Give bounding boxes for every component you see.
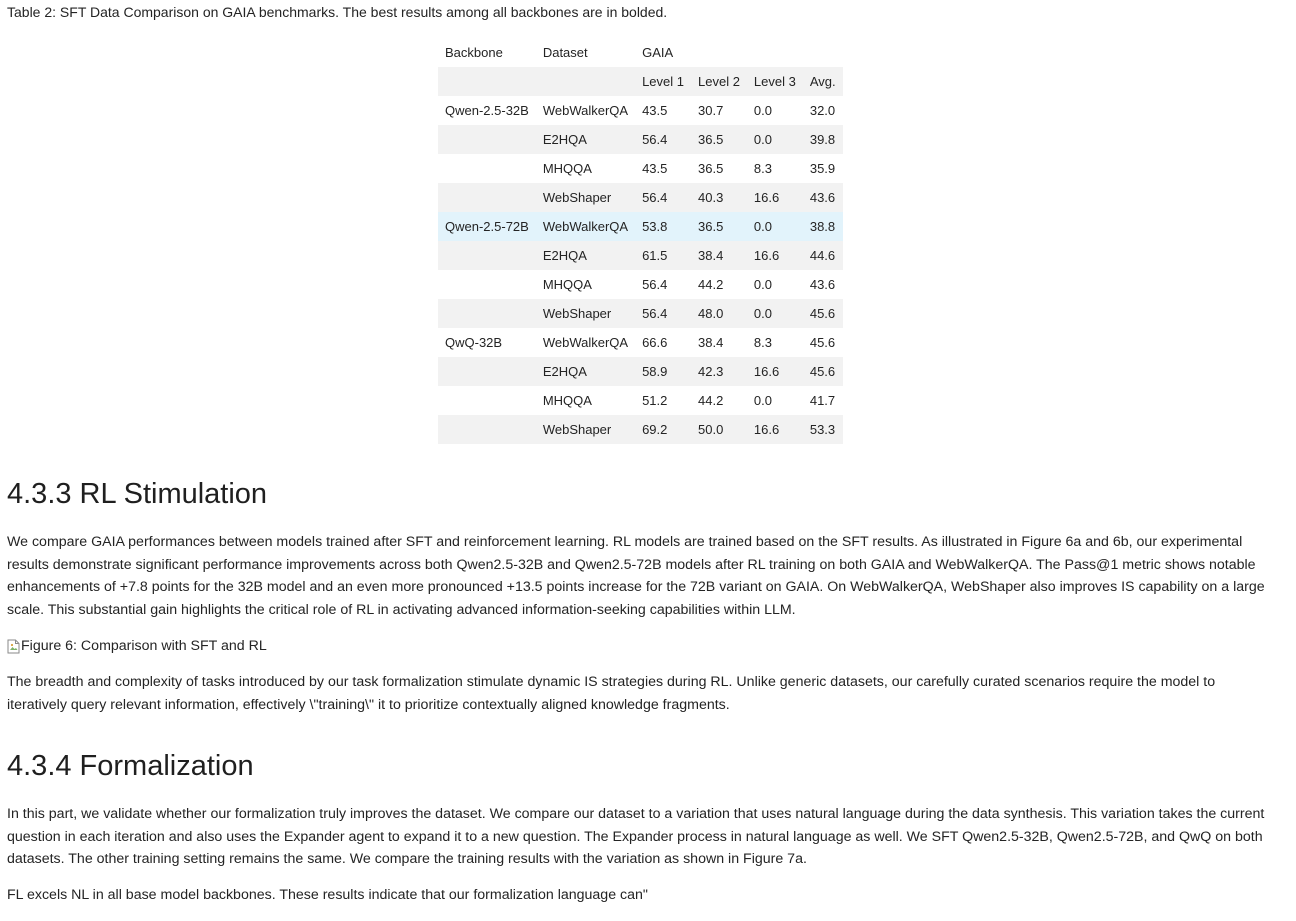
cell-level-2: 38.4	[691, 241, 747, 270]
table-row	[438, 357, 843, 386]
table-row	[438, 328, 843, 357]
cell-level-1: 53.8	[635, 212, 691, 241]
cell-level-1: 61.5	[635, 241, 691, 270]
cell-level-3: 16.6	[747, 241, 803, 270]
cell-level-1: 51.2	[642, 393, 668, 408]
cell-level-3: 8.3	[753, 161, 772, 176]
cell-level-2: 50.0	[691, 415, 747, 444]
cell-dataset: WebShaper	[536, 415, 635, 444]
cell-backbone	[438, 299, 536, 328]
table-row	[438, 299, 843, 328]
cell-level-1: 66.6	[642, 335, 668, 350]
cell-level-2: Level 2	[691, 67, 747, 96]
cell-dataset: WebShaper	[536, 299, 635, 328]
cell-dataset: WebShaper	[536, 183, 635, 212]
cell-dataset: WebWalkerQA	[542, 335, 629, 350]
cell-level-1: GAIA	[642, 45, 674, 60]
cell-level-2: 48.0	[691, 299, 747, 328]
table-caption: Table 2: SFT Data Comparison on GAIA benchmarks. The best results among all backbones are in bolded.	[7, 4, 668, 20]
cell-avg: 43.6	[803, 183, 843, 212]
cell-level-2: 38.4	[698, 335, 724, 350]
paragraph-task-breadth: The breadth and complexity of tasks introduced by our task formalization stimulate dynamic IS strategies during RL. Unlike generic datasets, our carefully curated scenarios require the model to iteratively query relevant information, effectively \"training\" it to prioritize contextually aligned knowledge fragments.	[7, 674, 1216, 713]
cell-backbone	[438, 125, 536, 154]
cell-backbone	[438, 241, 536, 270]
cell-level-1: 56.4	[635, 299, 691, 328]
cell-backbone	[438, 270, 536, 299]
cell-level-3: 0.0	[753, 277, 772, 292]
cell-level-1: 58.9	[635, 357, 691, 386]
cell-backbone	[438, 415, 536, 444]
section-heading-rl-stimulation: 4.3.3 RL Stimulation	[7, 478, 268, 510]
cell-avg	[803, 38, 843, 67]
cell-level-3: Level 3	[747, 67, 803, 96]
cell-dataset: MHQQA	[542, 161, 592, 176]
cell-dataset: WebWalkerQA	[542, 103, 629, 118]
cell-backbone: Qwen-2.5-72B	[438, 212, 536, 241]
cell-dataset	[536, 67, 635, 96]
cell-backbone	[438, 386, 536, 415]
cell-avg: 45.6	[803, 357, 843, 386]
cell-level-3: 16.6	[747, 183, 803, 212]
table-row	[438, 415, 843, 444]
table-row	[438, 96, 843, 125]
cell-level-3: 0.0	[753, 103, 772, 118]
cell-avg: 39.8	[803, 125, 843, 154]
cell-level-3: 16.6	[747, 357, 803, 386]
cell-level-3: 0.0	[753, 393, 772, 408]
figure-6-alt-text: Figure 6: Comparison with SFT and RL	[21, 638, 267, 654]
cell-level-3: 0.0	[747, 212, 803, 241]
table-subheader-row	[438, 67, 843, 96]
cell-backbone: Qwen-2.5-32B	[445, 103, 529, 118]
cell-level-2: 36.5	[691, 125, 747, 154]
cell-level-2: 40.3	[691, 183, 747, 212]
cell-level-2: 30.7	[698, 103, 724, 118]
cell-dataset: E2HQA	[536, 357, 635, 386]
cell-level-2	[691, 38, 747, 67]
cell-avg: 45.6	[809, 335, 836, 350]
cell-backbone	[438, 183, 536, 212]
cell-level-2: 36.5	[691, 212, 747, 241]
paragraph-rl-results: We compare GAIA performances between models trained after SFT and reinforcement learning. RL models are trained based on the SFT results. As illustrated in Figure 6a and 6b, our experimental results demonstrate significant performance improvements across both Qwen2.5-32B and Qwen2.5-72B models after RL training on both GAIA and WebWalkerQA. The Pass@1 metric shows notable enhancements of +7.8 points for the 32B model and an even more pronounced +13.5 points increase for the 72B variant on GAIA. On WebWalkerQA, WebShaper also improves IS capability on a large scale. This substantial gain highlights the critical role of RL in activating advanced information-seeking capabilities within LLM.	[7, 534, 1265, 618]
cell-dataset: Dataset	[542, 45, 588, 60]
cell-backbone	[438, 357, 536, 386]
table-row	[438, 241, 843, 270]
table-row	[438, 183, 843, 212]
cell-dataset: WebWalkerQA	[536, 212, 635, 241]
cell-level-1: 56.4	[635, 183, 691, 212]
cell-backbone: Backbone	[445, 45, 503, 60]
cell-level-2: 36.5	[698, 161, 724, 176]
cell-level-1: Level 1	[635, 67, 691, 96]
cell-avg: 44.6	[803, 241, 843, 270]
cell-level-1: 43.5	[642, 103, 668, 118]
broken-image-icon	[7, 639, 20, 654]
figure-6-image	[7, 636, 267, 656]
table-row	[438, 154, 843, 183]
cell-dataset: E2HQA	[536, 241, 635, 270]
paragraph-fl-vs-nl: FL excels NL in all base model backbones. These results indicate that our formalization language can"	[7, 887, 648, 903]
paragraph-formalization: In this part, we validate whether our formalization truly improves the dataset. We compare our dataset to a variation that uses natural language during the data synthesis. This variation takes the current question in each iteration and also uses the Expander agent to expand it to a new question. The Expander process in natural language as well. We SFT Qwen2.5-32B, Qwen2.5-72B, and QwQ on both datasets. The other training setting remains the same. We compare the training results with the variation as shown in Figure 7a.	[7, 806, 1265, 867]
cell-avg: 32.0	[809, 103, 836, 118]
cell-level-1: 56.4	[635, 125, 691, 154]
cell-avg: 45.6	[803, 299, 843, 328]
table-row	[438, 125, 843, 154]
cell-dataset: MHQQA	[542, 277, 592, 292]
table-row	[438, 212, 843, 241]
cell-backbone: QwQ-32B	[445, 335, 503, 350]
sft-comparison-table	[438, 38, 843, 444]
cell-level-2: 44.2	[698, 277, 724, 292]
table-row	[438, 270, 843, 299]
cell-level-3: 16.6	[747, 415, 803, 444]
cell-level-1: 56.4	[642, 277, 668, 292]
cell-level-2: 44.2	[698, 393, 724, 408]
table-header-row	[438, 38, 843, 67]
cell-backbone	[438, 67, 536, 96]
cell-level-3: 0.0	[747, 299, 803, 328]
cell-level-3: 0.0	[747, 125, 803, 154]
cell-dataset: E2HQA	[536, 125, 635, 154]
cell-avg: Avg.	[803, 67, 843, 96]
cell-level-3: 8.3	[753, 335, 772, 350]
cell-level-3	[747, 38, 803, 67]
section-heading-formalization: 4.3.4 Formalization	[7, 750, 254, 782]
cell-avg: 41.7	[809, 393, 836, 408]
cell-backbone	[438, 154, 536, 183]
table-row	[438, 386, 843, 415]
cell-level-1: 43.5	[642, 161, 668, 176]
cell-avg: 35.9	[809, 161, 836, 176]
cell-avg: 43.6	[809, 277, 836, 292]
cell-level-2: 42.3	[691, 357, 747, 386]
cell-level-1: 69.2	[635, 415, 691, 444]
cell-avg: 38.8	[803, 212, 843, 241]
cell-avg: 53.3	[803, 415, 843, 444]
cell-dataset: MHQQA	[542, 393, 592, 408]
